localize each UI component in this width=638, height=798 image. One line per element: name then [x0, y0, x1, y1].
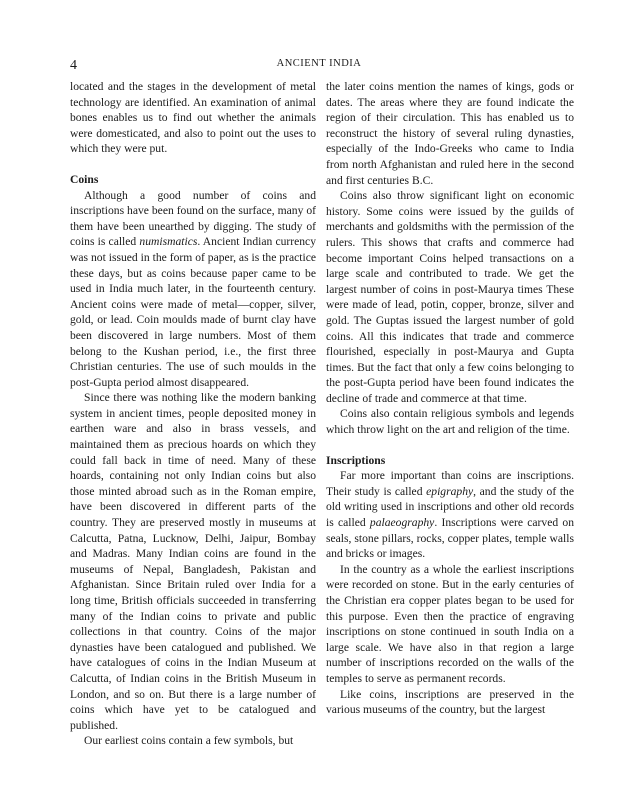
coins-paragraph-2: Since there was nothing like the modern banking system in ancient times, people deposited money in earthen ware and also in brass vessels, and maintained them as precious hoards on which they could fall back in time of need. Many of these hoards, containing not only Indian coins but also those minted abroad such as in the Roman empire, have been discovered in different parts of the country. They are preserved mostly in museums at Calcutta, Patna, Lucknow, Delhi, Jaipur, Bombay and Madras. Many Indian coins are found in the museums of Nepal, Bangladesh, Pakistan and Afghanistan. Since Britain ruled over India for a long time, British officials succeeded in transferring many of the Indian coins to private and public collections in that country. Coins of the major dynasties have been catalogued and published. We have catalogues of coins in the Indian Museum at Calcutta, of Indian coins in the British Museum in London, and so on. But there is a large number of coins which have yet to be catalogued and published. — [70, 391, 316, 732]
inscriptions-paragraph-1 — [326, 468, 574, 562]
text-run: . Ancient Indian currency was not issued in the form of paper, as is the practice these days, but as coins because paper came to be used in India much later, in the fourteenth century. Ancient coins were made of metal—copper, silver, gold, or lead. Coin moulds made of burnt clay have been discovered in large numbers. Most of them belong to the Kushan period, i.e., the first three Christian centuries. The use of such moulds in the post-Gupta period almost disappeared. — [70, 235, 316, 389]
paragraph-continuation: located and the stages in the development of metal technology are identified. An examination of animal bones enables us to find out whether the animals were domesticated, and also to point out the uses to which they were put. — [70, 80, 316, 156]
text-run: , and the study of the old writing used in inscriptions and other old records is called — [326, 484, 574, 530]
text-run: Far more important than coins are inscriptions. Their study is called — [326, 469, 574, 498]
coins-paragraph-1 — [70, 188, 316, 391]
inscriptions-paragraph-2: In the country as a whole the earliest inscriptions were recorded on stone. But in the early centuries of the Christian era copper plates began to be used for this purpose. Even then the practice of engraving inscriptions on stone continued in south India on a large scale. We have also in that region a large number of inscriptions recorded on the walls of the temples to serve as permanent records. — [326, 562, 574, 685]
page-number: 4 — [70, 58, 77, 73]
paragraph-continuation: the later coins mention the names of kings, gods or dates. The areas where they are found indicate the region of their circulation. This has enabled us to reconstruct the history of several ruling dynasties, especially of the Indo-Greeks who came to India from north Afghanistan and ruled here in the second and first centuries B.C. — [326, 80, 574, 187]
inscriptions-paragraph-3: Like coins, inscriptions are preserved in the various museums of the country, but the largest — [326, 687, 574, 717]
term-palaeography: palaeography — [369, 516, 435, 530]
text-run: . Inscriptions were carved on seals, stone pillars, rocks, copper plates, temple walls and bricks or images. — [326, 516, 574, 561]
left-column — [70, 79, 316, 749]
text-run: Although a good number of coins and inscriptions have been found on the surface, many of them have been unearthed by digging. The study of coins is called — [70, 188, 316, 249]
right-column — [326, 79, 574, 718]
section-heading-inscriptions: Inscriptions — [326, 453, 386, 467]
running-title: ANCIENT INDIA — [276, 58, 362, 69]
coins-paragraph-4: Coins also throw significant light on economic history. Some coins were issued by the guilds of merchants and goldsmiths with the permission of the rulers. This shows that crafts and commerce had become important Coins helped transactions on a large scale and contributed to trade. We get the largest number of coins in post-Maurya times These were made of lead, potin, copper, bronze, silver and gold. The Guptas issued the largest number of gold coins. All this indicates that trade and commerce flourished, especially in post-Maurya and Gupta times. But the fact that only a few coins belonging to the post-Gupta period have been found indicates the decline of trade and commerce at that time. — [326, 189, 574, 405]
coins-paragraph-5: Coins also contain religious symbols and legends which throw light on the art and religion of the time. — [326, 407, 574, 437]
term-numismatics: numismatics — [139, 235, 198, 249]
coins-paragraph-3: Our earliest coins contain a few symbols, but — [84, 734, 294, 748]
term-epigraphy: epigraphy — [426, 484, 474, 498]
section-heading-coins: Coins — [70, 172, 99, 186]
